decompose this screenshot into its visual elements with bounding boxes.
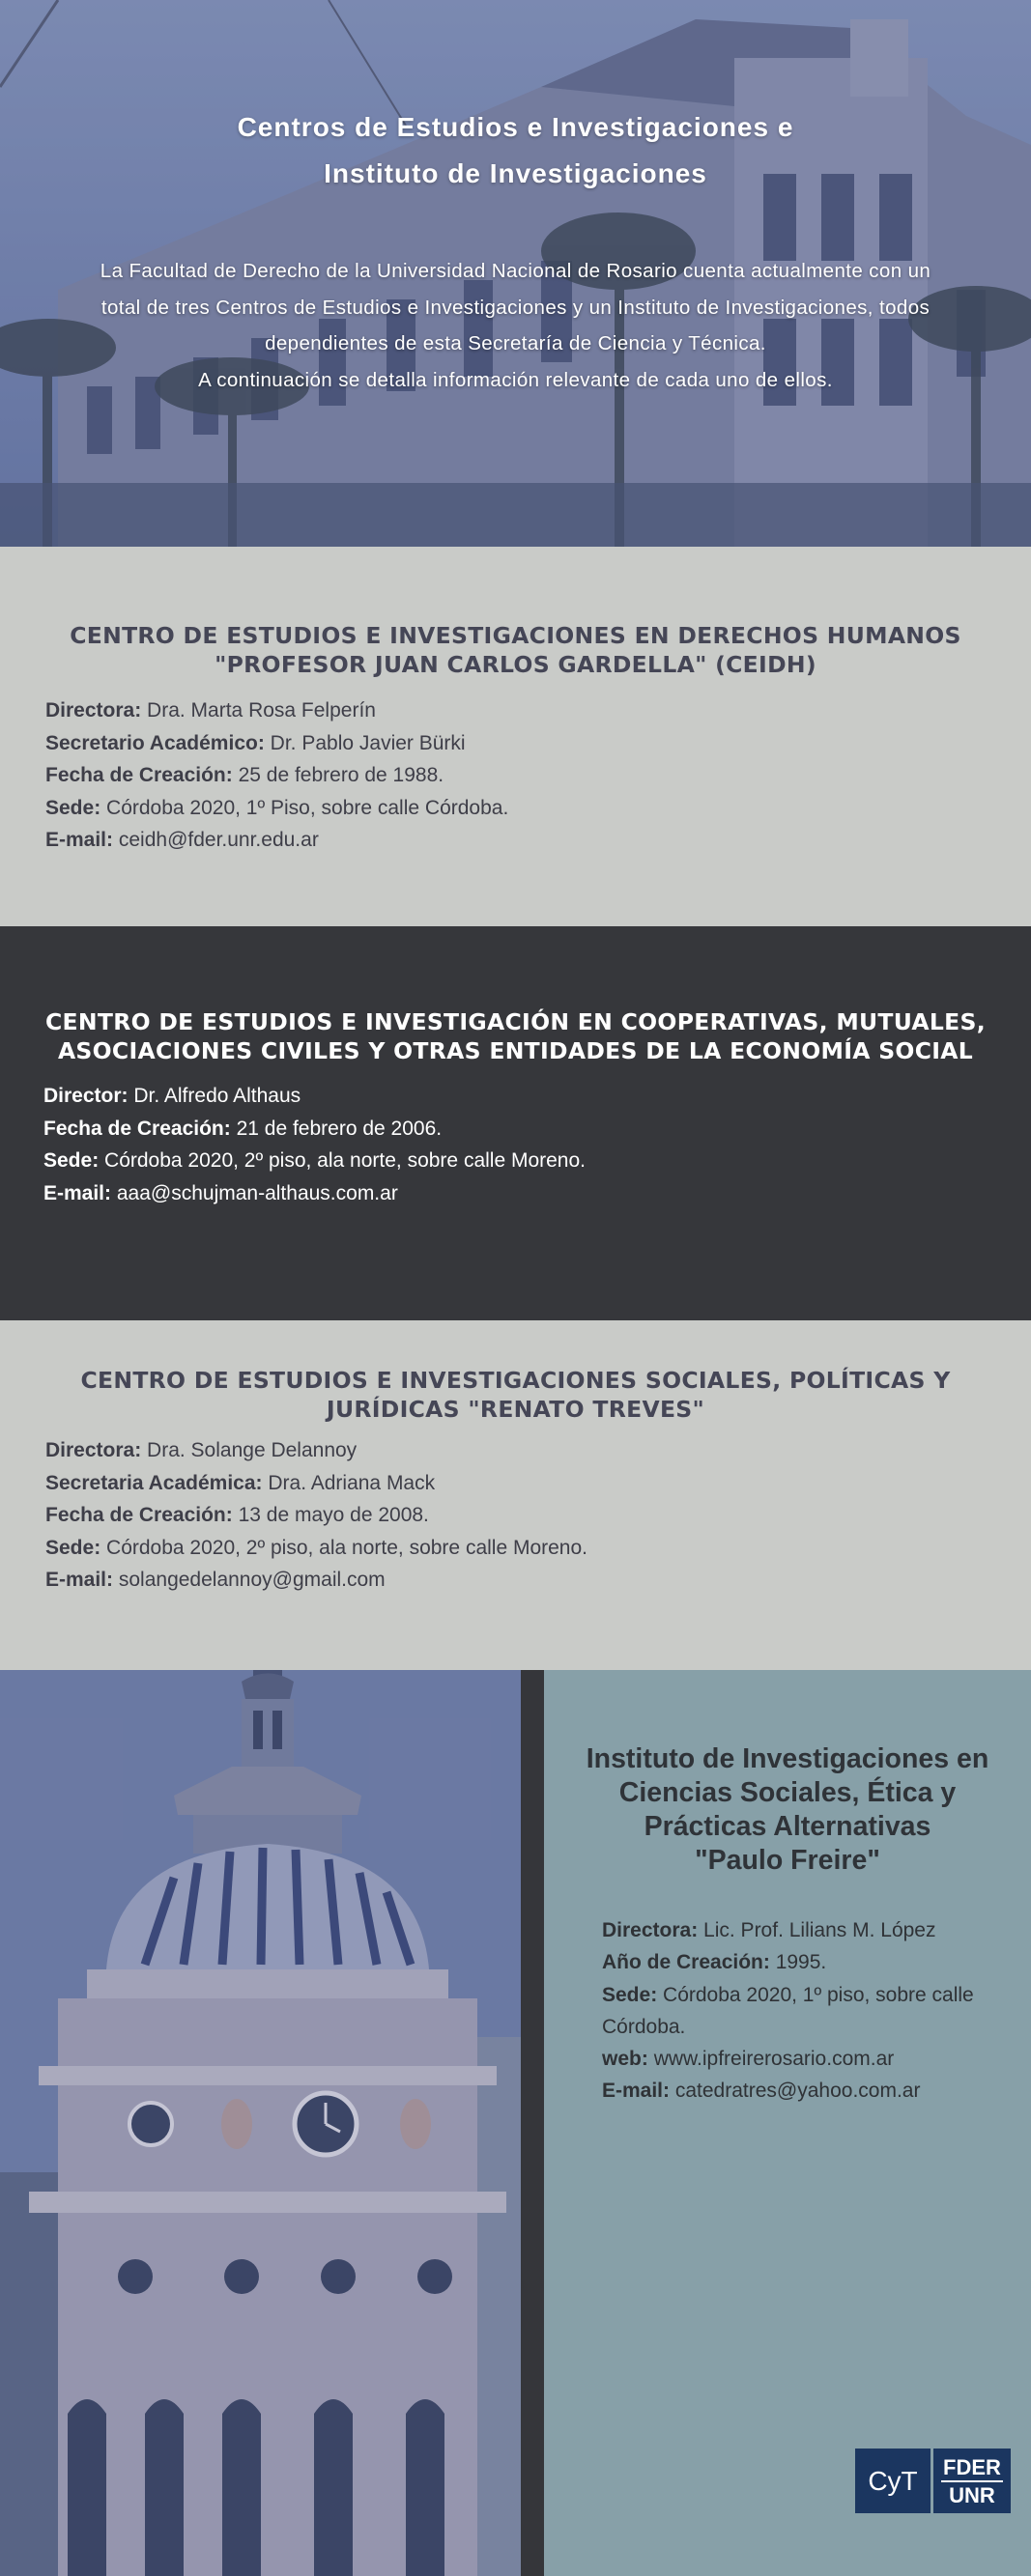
info-label: E-mail: — [45, 1569, 114, 1591]
info-row-director — [45, 1434, 587, 1467]
info-row-web — [602, 2043, 998, 2075]
info-label: Secretaria Académica: — [45, 1471, 263, 1494]
intro-line: La Facultad de Derecho de la Universidad Nacional de Rosario cuenta actualmente con un — [100, 260, 931, 282]
info-label: Sede: — [45, 1536, 101, 1559]
institute-title-line: "Paulo Freire" — [695, 1845, 880, 1876]
info-value: 21 de febrero de 2006. — [236, 1117, 443, 1140]
info-value: Dr. Pablo Javier Bürki — [270, 731, 466, 754]
info-label: Fecha de Creación: — [43, 1117, 231, 1140]
info-value: Córdoba 2020, 2º piso, ala norte, sobre calle Moreno. — [106, 1536, 588, 1559]
institute-panel — [544, 1670, 1031, 2576]
institute-title-line: Prácticas Alternativas — [644, 1811, 931, 1842]
info-row-address — [43, 1145, 586, 1177]
info-value: Dra. Marta Rosa Felperín — [147, 699, 376, 722]
email-link[interactable]: aaa@schujman-althaus.com.ar — [116, 1181, 398, 1204]
email-link[interactable]: solangedelannoy@gmail.com — [118, 1569, 386, 1591]
info-row-secretary — [45, 1467, 587, 1500]
info-label: Fecha de Creación: — [45, 1504, 233, 1526]
cyt-logo — [855, 2449, 931, 2513]
center-title-line: CENTRO DE ESTUDIOS E INVESTIGACIÓN EN COOPERATIVAS, MUTUALES, — [45, 1008, 986, 1035]
section-divider — [521, 1670, 544, 2576]
cyt-logo-text: CyT — [868, 2465, 918, 2496]
info-label: web: — [602, 2048, 648, 2071]
info-value: Dra. Adriana Mack — [268, 1471, 436, 1494]
info-label: E-mail: — [602, 2080, 671, 2103]
unr-logo-text: UNR — [949, 2482, 995, 2507]
intro-line: dependientes de esta Secretaría de Ciencia y Técnica. — [265, 332, 766, 354]
info-row-director — [43, 1080, 586, 1113]
info-row-email — [43, 1177, 586, 1210]
info-label: Sede: — [45, 796, 101, 819]
info-row-founded — [45, 759, 508, 792]
center-title — [0, 1366, 1031, 1424]
center-info — [45, 1434, 587, 1597]
info-row-founded — [602, 1946, 998, 1978]
info-value: Córdoba 2020, 2º piso, ala norte, sobre calle Moreno. — [104, 1149, 587, 1172]
center-renato-treves — [0, 1320, 1031, 1670]
fder-unr-logo — [933, 2449, 1011, 2513]
info-label: Directora: — [602, 1919, 699, 1941]
info-label: E-mail: — [43, 1181, 112, 1204]
info-value: 1995. — [775, 1951, 827, 1974]
email-link[interactable]: catedratres@yahoo.com.ar — [674, 2080, 921, 2103]
info-value: Dra. Solange Delannoy — [147, 1439, 358, 1461]
info-value: Dr. Alfredo Althaus — [133, 1085, 301, 1107]
info-value: 25 de febrero de 1988. — [238, 764, 444, 786]
info-row-director — [45, 694, 508, 727]
info-value: 13 de mayo de 2008. — [238, 1504, 429, 1526]
center-title — [0, 1007, 1031, 1065]
info-label: E-mail: — [45, 829, 114, 851]
intro-line: total de tres Centros de Estudios e Investigaciones y un Instituto de Investigaciones, todos — [100, 296, 931, 319]
center-title — [0, 621, 1031, 679]
info-value: Córdoba 2020, 1º piso, sobre calle Córdoba. — [602, 1983, 974, 2038]
info-row-director — [602, 1914, 998, 1946]
center-info — [43, 1080, 586, 1209]
info-row-email — [45, 824, 508, 857]
footer-logos — [855, 2449, 1011, 2513]
page-title-line: Centros de Estudios e Investigaciones e — [237, 112, 794, 142]
info-row-founded — [45, 1499, 587, 1532]
info-label: Director: — [43, 1085, 129, 1107]
info-label: Año de Creación: — [602, 1951, 770, 1974]
info-label: Sede: — [602, 1983, 658, 2006]
page-title-line: Instituto de Investigaciones — [324, 158, 707, 188]
info-row-address — [602, 1979, 998, 2044]
info-label: Sede: — [43, 1149, 100, 1172]
info-label: Directora: — [45, 699, 142, 722]
info-value: Córdoba 2020, 1º Piso, sobre calle Córdoba. — [106, 796, 509, 819]
center-title-line: CENTRO DE ESTUDIOS E INVESTIGACIONES SOCIALES, POLÍTICAS Y — [80, 1367, 951, 1394]
intro-line: A continuación se detalla información relevante de cada uno de ellos. — [198, 368, 833, 391]
web-link[interactable]: www.ipfreirerosario.com.ar — [653, 2048, 895, 2071]
email-link[interactable]: ceidh@fder.unr.edu.ar — [118, 829, 319, 851]
info-row-email — [45, 1564, 587, 1597]
info-row-founded — [43, 1113, 586, 1146]
intro-paragraph — [39, 253, 992, 398]
center-title-line: ASOCIACIONES CIVILES Y OTRAS ENTIDADES DE LA ECONOMÍA SOCIAL — [57, 1037, 974, 1064]
center-cooperativas — [0, 926, 1031, 1320]
hero-banner — [0, 0, 1031, 547]
info-label: Directora: — [45, 1439, 142, 1461]
info-row-email — [602, 2075, 998, 2107]
fder-logo-text: FDER — [943, 2454, 1001, 2479]
center-title-line: "PROFESOR JUAN CARLOS GARDELLA" (CEIDH) — [215, 651, 816, 678]
info-label: Fecha de Creación: — [45, 764, 233, 786]
center-info — [45, 694, 508, 857]
center-title-line: CENTRO DE ESTUDIOS E INVESTIGACIONES EN DERECHOS HUMANOS — [70, 622, 961, 649]
center-ceidh — [0, 547, 1031, 926]
tower-illustration — [0, 1670, 521, 2576]
institute-title — [544, 1742, 1031, 1878]
info-label: Secretario Académico: — [45, 731, 265, 754]
institute-section — [0, 1670, 1031, 2576]
tower-photo — [0, 1670, 521, 2576]
logo-separator — [941, 2480, 1003, 2482]
info-row-secretary — [45, 727, 508, 760]
institute-title-line: Ciencias Sociales, Ética y — [618, 1777, 957, 1808]
center-title-line: JURÍDICAS "RENATO TREVES" — [326, 1396, 705, 1423]
info-row-address — [45, 792, 508, 825]
institute-info — [602, 1914, 998, 2108]
page-title — [0, 104, 1031, 197]
institute-title-line: Instituto de Investigaciones en — [586, 1743, 989, 1774]
info-row-address — [45, 1532, 587, 1565]
info-value: Lic. Prof. Lilians M. López — [703, 1919, 936, 1941]
